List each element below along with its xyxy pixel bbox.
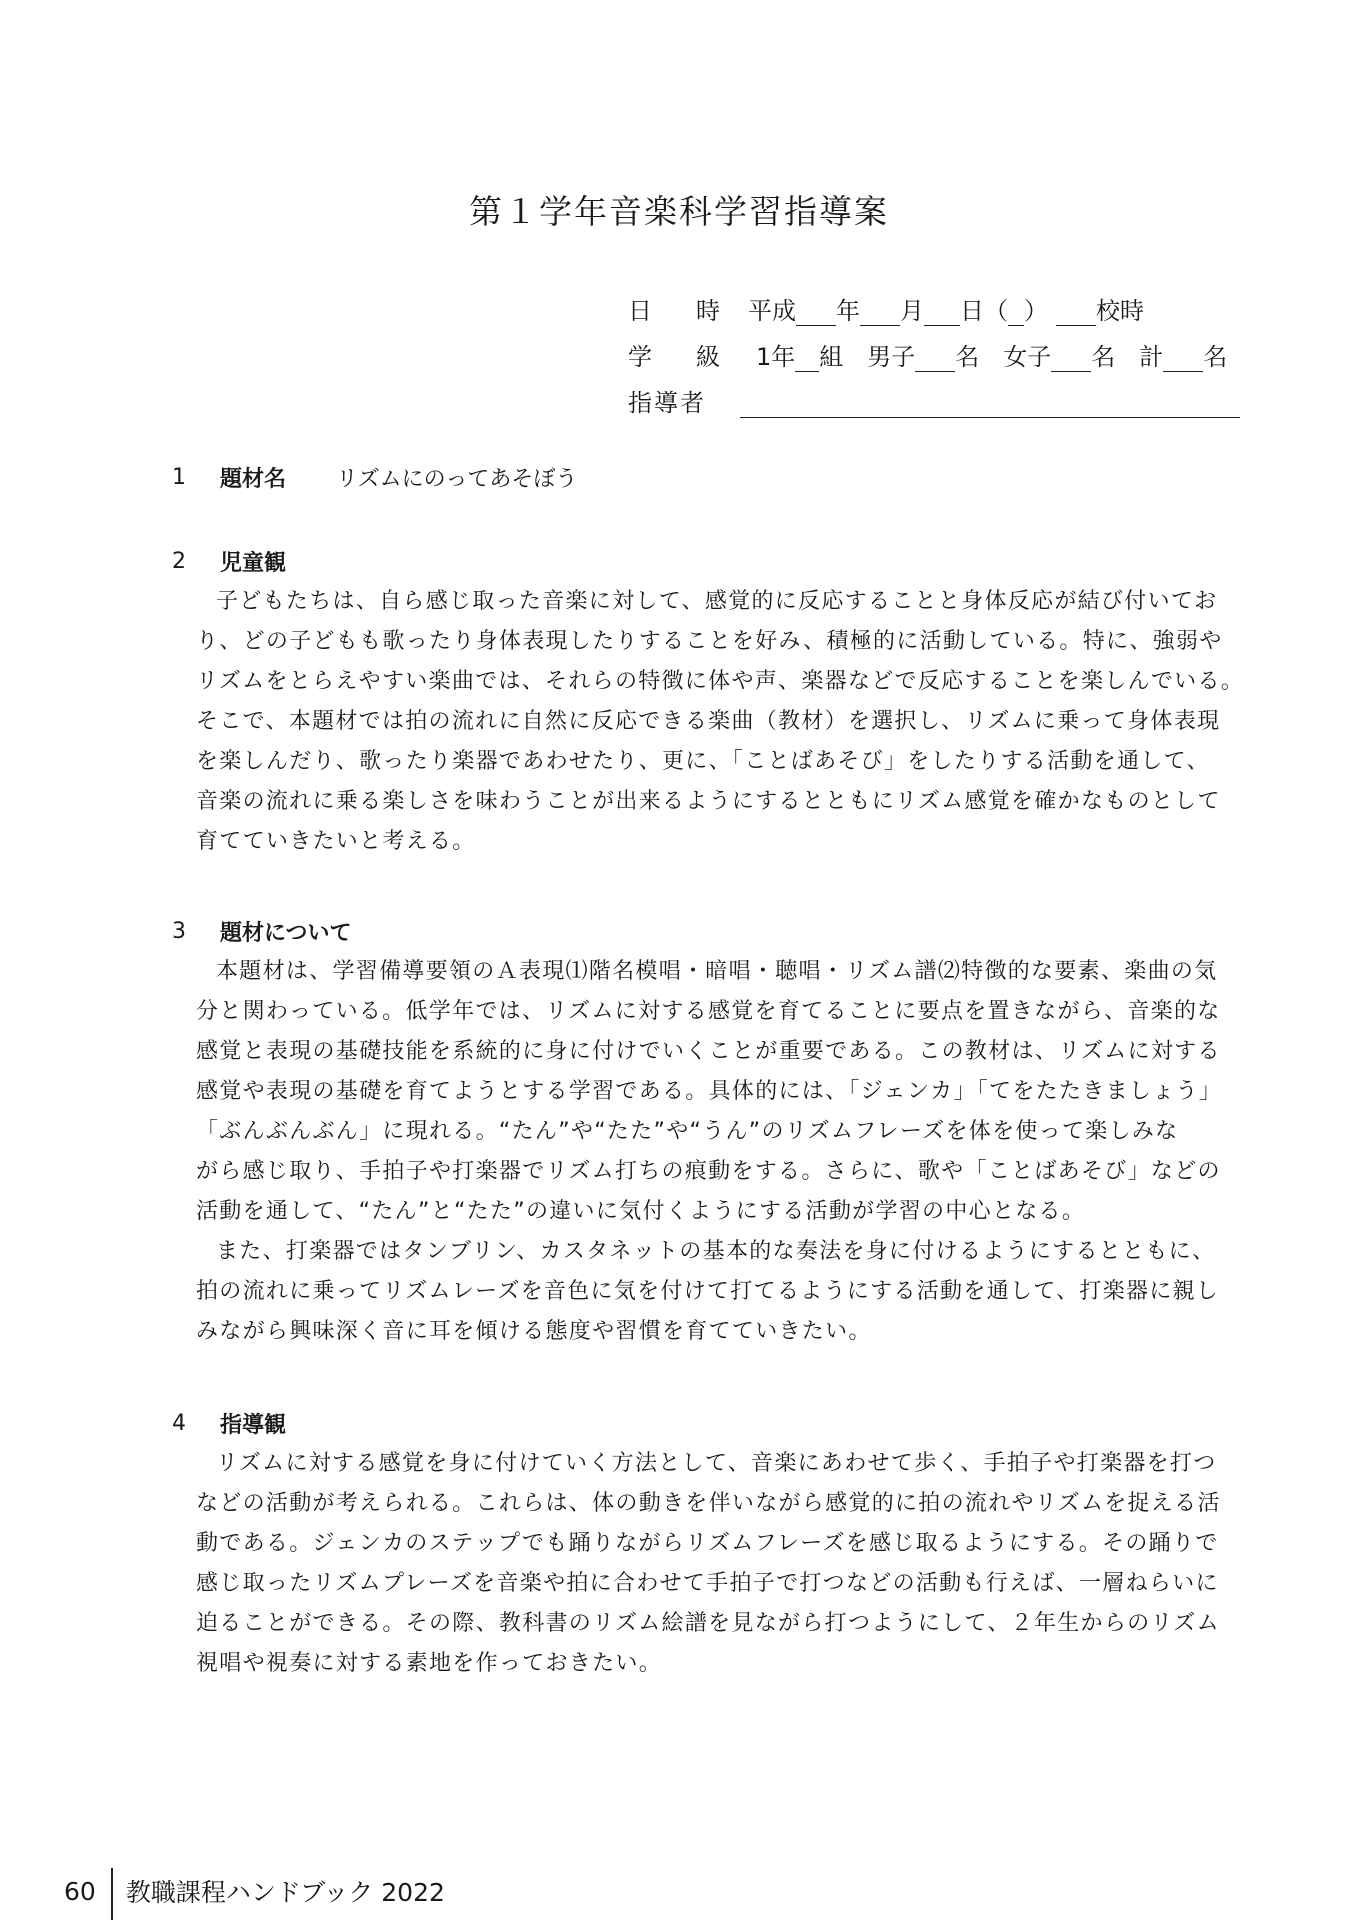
section-3-paragraph-2: [196, 1232, 1246, 1352]
section-2-paragraph: [196, 582, 1246, 862]
boys-label: 組 男子: [819, 343, 916, 371]
subject-name: リズムにのってあそぼう: [336, 467, 578, 492]
text-line: などの活動が考えられる。これらは、体の動きを伴いながら感覚的に拍の流れやリズムを捉える活: [196, 1491, 1221, 1516]
text-line: 「ぶんぶんぶん」に現れる。“たん”や“たた”や“うん”のリズムフレーズを体を使って楽しみな: [196, 1119, 1179, 1144]
section-number: 4: [172, 1411, 186, 1436]
month-blank: [860, 299, 900, 326]
text-line: り、どの子どもも歌ったり身体表現したりすることを好み、積極的に活動している。特に、強弱や: [196, 629, 1223, 654]
group-blank: [795, 345, 819, 372]
section-number: 1: [172, 465, 186, 490]
section-title: 題材名: [220, 467, 287, 492]
text-line: 本題材は、学習備導要領のＡ表現⑴階名模唱・暗唱・聴唱・リズム譜⑵特徴的な要素、楽曲の気: [216, 959, 1218, 984]
text-line: 感覚と表現の基礎技能を系統的に身に付けでいくことが重要である。この教材は、リズムに対する: [196, 1039, 1221, 1064]
text-line: 音楽の流れに乗る楽しさを味わうことが出来るようにするとともにリズム感覚を確かなものとして: [196, 789, 1221, 814]
day-unit: 日（: [960, 297, 1008, 325]
total-blank: [1163, 345, 1203, 372]
section-title: 指導観: [220, 1413, 287, 1438]
section-title: 題材について: [220, 921, 352, 946]
text-line: みながら興味深く音に耳を傾ける態度や習慣を育てていきたい。: [196, 1319, 872, 1344]
text-line: 子どもたちは、自ら感じ取った音楽に対して、感覚的に反応することと身体反応が結び付いてお: [216, 589, 1218, 614]
section-2-heading: [172, 546, 286, 577]
page-footer: [64, 1873, 445, 1909]
text-line: 動である。ジェンカのステップでも踊りながらリズムフレーズを感じ取るようにする。その踊りで: [196, 1531, 1219, 1556]
section-4-paragraph: [196, 1444, 1246, 1684]
page-title: 第１学年音楽科学習指導案: [469, 192, 889, 231]
day-blank: [924, 299, 960, 326]
text-line: 育てていきたいと考える。: [196, 829, 476, 854]
text-line: リズムをとらえやすい楽曲では、それらの特徴に体や声、楽器などで反応することを楽しんでいる。: [196, 669, 1245, 694]
girls-label: 名 女子: [955, 343, 1052, 371]
year-blank: [796, 299, 836, 326]
girls-blank: [1051, 345, 1091, 372]
book-title: 教職課程ハンドブック 2022: [125, 1878, 445, 1907]
month-unit: 月: [900, 297, 924, 325]
weekday-close: ）: [1024, 297, 1048, 325]
class-row: [628, 334, 1227, 372]
total-unit: 名: [1203, 343, 1228, 371]
section-4-heading: [172, 1408, 286, 1439]
page-number: 60: [64, 1876, 96, 1906]
period-unit: 校時: [1096, 297, 1144, 325]
section-1-heading: [172, 462, 577, 493]
text-line: 拍の流れに乗ってリズムレーズを音色に気を付けて打てるようにする活動を通して、打楽器に親し: [196, 1279, 1220, 1304]
text-line: 迫ることができる。その際、教科書のリズム絵譜を見ながら打つようにして、２年生からのリズム: [196, 1611, 1220, 1636]
text-line: 視唱や視奏に対する素地を作っておきたい。: [196, 1651, 663, 1676]
text-line: そこで、本題材では拍の流れに自然に反応できる楽曲（教材）を選択し、リズムに乗って身体表現: [196, 709, 1221, 734]
section-3-paragraph-1: [196, 952, 1246, 1232]
period-blank: [1056, 299, 1096, 326]
teacher-blank: [740, 391, 1240, 418]
text-line: また、打楽器ではタンブリン、カスタネットの基本的な奏法を身に付けるようにするとともに、: [216, 1239, 1216, 1264]
grade-text: 1年: [756, 343, 796, 371]
total-label: 名 計: [1091, 343, 1164, 371]
text-line: がら感じ取り、手拍子や打楽器でリズム打ちの痕動をする。さらに、歌や「ことばあそび」などの: [196, 1159, 1221, 1184]
date-row: [628, 288, 1144, 326]
teacher-label: 指導者: [628, 389, 706, 417]
section-number: 2: [172, 549, 186, 574]
text-line: 感覚や表現の基礎を育てようとする学習である。具体的には、「ジェンカ」「てをたたきましょう」: [196, 1079, 1223, 1104]
boys-blank: [915, 345, 955, 372]
section-title: 児童観: [220, 551, 287, 576]
text-line: リズムに対する感覚を身に付けていく方法として、音楽にあわせて歩く、手拍子や打楽器を打つ: [216, 1451, 1217, 1476]
date-label: 日 時: [628, 297, 730, 325]
text-line: 分と関わっている。低学年では、リズムに対する感覚を育てることに要点を置きながら、音楽的な: [196, 999, 1221, 1024]
class-label: 学 級: [628, 343, 730, 371]
weekday-blank: [1008, 299, 1024, 326]
text-line: 感じ取ったリズムプレーズを音楽や拍に合わせて手拍子で打つなどの活動も行えば、一層ねらいに: [196, 1571, 1219, 1596]
year-unit: 年: [836, 297, 860, 325]
section-number: 3: [172, 919, 186, 944]
text-line: を楽しんだり、歌ったり楽器であわせたり、更に、「ことばあそび」をしたりする活動を通して、: [196, 749, 1210, 774]
text-line: 活動を通して、“たん”と“たた”の違いに気付くようにする活動が学習の中心となる。: [196, 1199, 1086, 1224]
date-era: 平成: [748, 297, 796, 325]
teacher-row: [628, 380, 1240, 418]
section-3-heading: [172, 916, 352, 947]
